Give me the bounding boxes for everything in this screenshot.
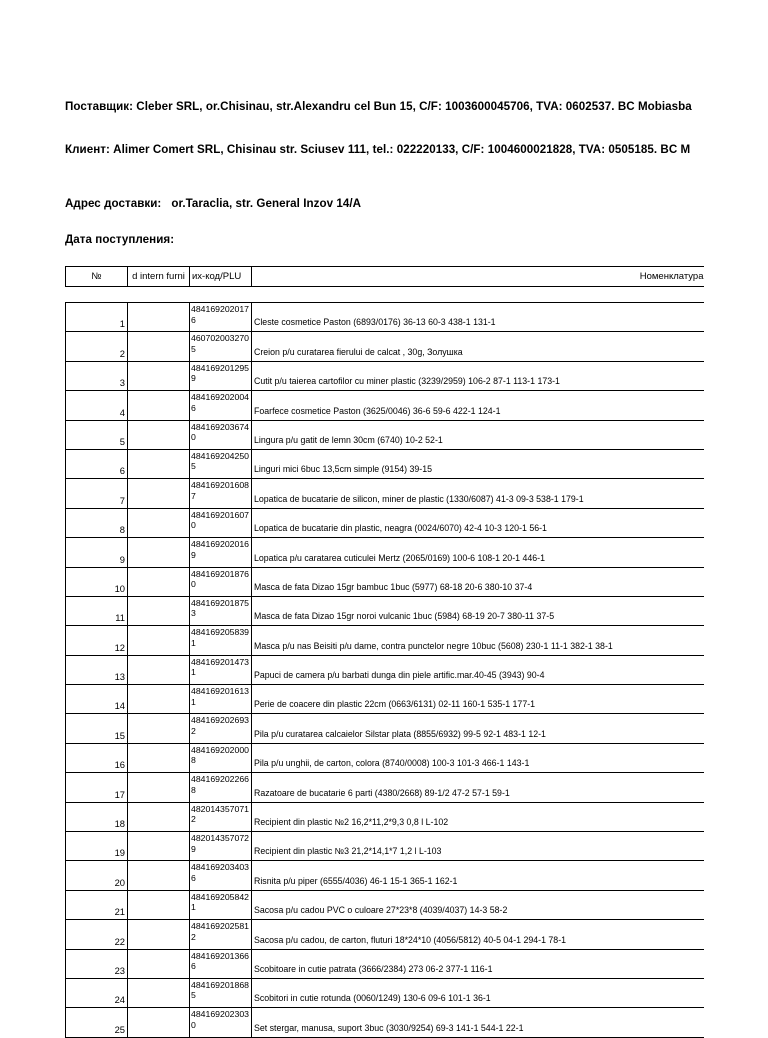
table-row: [66, 479, 704, 508]
delivery-label: Адрес доставки:: [65, 197, 162, 210]
internal-code-cell: [128, 920, 190, 949]
internal-code-cell: [128, 391, 190, 420]
row-number: 9: [66, 538, 128, 567]
row-number: 15: [66, 714, 128, 743]
row-number: 17: [66, 773, 128, 802]
client-line: Клиент: Alimer Comert SRL, Chisinau str. Sciusev 111, tel.: 022220133, C/F: 1004600021828, TVA: 0505185. BC M: [65, 143, 691, 156]
internal-code-cell: [128, 685, 190, 714]
internal-code-cell: [128, 802, 190, 831]
row-number: 20: [66, 861, 128, 890]
row-number: 5: [66, 420, 128, 449]
barcode-cell: 4841692016087: [190, 479, 252, 508]
row-number: 14: [66, 685, 128, 714]
item-name-cell: Set stergar, manusa, suport 3buc (3030/9254) 69-3 141-1 544-1 22-1: [252, 1008, 704, 1037]
barcode-cell: 4820143570712: [190, 802, 252, 831]
table-row: [66, 685, 704, 714]
barcode-cell: 4841692026932: [190, 714, 252, 743]
table-header: [65, 266, 704, 287]
table-row: [66, 861, 704, 890]
row-number: 25: [66, 1008, 128, 1037]
row-number: 6: [66, 449, 128, 478]
item-name-cell: Pila p/u unghii, de carton, colora (8740/0008) 100-3 101-3 466-1 143-1: [252, 743, 704, 772]
table-row: [66, 332, 704, 361]
barcode-cell: 4841692016070: [190, 508, 252, 537]
barcode-cell: 4841692023030: [190, 1008, 252, 1037]
header-row: [66, 267, 704, 287]
row-number: 11: [66, 596, 128, 625]
column-header-number: №: [66, 267, 128, 287]
internal-code-cell: [128, 978, 190, 1007]
row-number: 8: [66, 508, 128, 537]
table-row: [66, 567, 704, 596]
row-number: 19: [66, 832, 128, 861]
table-row: [66, 920, 704, 949]
row-number: 21: [66, 890, 128, 919]
internal-code-cell: [128, 949, 190, 978]
item-name-cell: Scobitoare in cutie patrata (3666/2384) 273 06-2 377-1 116-1: [252, 949, 704, 978]
table-row: [66, 802, 704, 831]
internal-code-cell: [128, 861, 190, 890]
internal-code-cell: [128, 626, 190, 655]
column-header-nomenclature: Номенклатура: [252, 267, 704, 287]
table-row: [66, 508, 704, 537]
item-name-cell: Risnita p/u piper (6555/4036) 46-1 15-1 365-1 162-1: [252, 861, 704, 890]
barcode-cell: 4841692020176: [190, 303, 252, 332]
internal-code-cell: [128, 332, 190, 361]
internal-code-cell: [128, 538, 190, 567]
row-number: 4: [66, 391, 128, 420]
row-number: 24: [66, 978, 128, 1007]
barcode-cell: 4841692020046: [190, 391, 252, 420]
barcode-cell: 4841692022668: [190, 773, 252, 802]
item-name-cell: Masca de fata Dizao 15gr noroi vulcanic 1buc (5984) 68-19 20-7 380-11 37-5: [252, 596, 704, 625]
barcode-cell: 4841692018685: [190, 978, 252, 1007]
item-name-cell: Cutit p/u taierea cartofilor cu miner plastic (3239/2959) 106-2 87-1 113-1 173-1: [252, 361, 704, 390]
row-number: 18: [66, 802, 128, 831]
item-name-cell: Scobitori in cutie rotunda (0060/1249) 130-6 09-6 101-1 36-1: [252, 978, 704, 1007]
table-row: [66, 596, 704, 625]
items-table: [65, 302, 704, 1038]
table-row: [66, 655, 704, 684]
barcode-cell: 4820143570729: [190, 832, 252, 861]
barcode-cell: 4841692016131: [190, 685, 252, 714]
delivery-address: [65, 197, 361, 210]
internal-code-cell: [128, 508, 190, 537]
barcode-cell: 4841692025812: [190, 920, 252, 949]
barcode-cell: 4841692058421: [190, 890, 252, 919]
table-row: [66, 890, 704, 919]
barcode-cell: 4841692020008: [190, 743, 252, 772]
barcode-cell: 4841692020169: [190, 538, 252, 567]
item-name-cell: Cleste cosmetice Paston (6893/0176) 36-13 60-3 438-1 131-1: [252, 303, 704, 332]
barcode-cell: 4841692042505: [190, 449, 252, 478]
item-name-cell: Lopatica p/u caratarea cuticulei Mertz (2065/0169) 100-6 108-1 20-1 446-1: [252, 538, 704, 567]
internal-code-cell: [128, 1008, 190, 1037]
barcode-cell: 4841692018760: [190, 567, 252, 596]
delivery-value: or.Taraclia, str. General Inzov 14/A: [171, 197, 362, 210]
barcode-cell: 4841692036740: [190, 420, 252, 449]
row-number: 22: [66, 920, 128, 949]
internal-code-cell: [128, 655, 190, 684]
barcode-cell: 4841692014731: [190, 655, 252, 684]
barcode-cell: 4607020032705: [190, 332, 252, 361]
table-row: [66, 303, 704, 332]
row-number: 2: [66, 332, 128, 361]
internal-code-cell: [128, 773, 190, 802]
internal-code-cell: [128, 832, 190, 861]
internal-code-cell: [128, 890, 190, 919]
table-row: [66, 773, 704, 802]
row-number: 13: [66, 655, 128, 684]
internal-code-cell: [128, 361, 190, 390]
item-name-cell: Recipient din plastic №3 21,2*14,1*7 1,2 l L-103: [252, 832, 704, 861]
internal-code-cell: [128, 449, 190, 478]
internal-code-cell: [128, 714, 190, 743]
item-name-cell: Pila p/u curatarea calcaielor Silstar plata (8855/6932) 99-5 92-1 483-1 12-1: [252, 714, 704, 743]
row-number: 23: [66, 949, 128, 978]
receipt-date-label: Дата поступления:: [65, 233, 175, 246]
table-row: [66, 743, 704, 772]
table-row: [66, 1008, 704, 1037]
table-row: [66, 538, 704, 567]
barcode-cell: 4841692058391: [190, 626, 252, 655]
barcode-cell: 4841692013666: [190, 949, 252, 978]
item-name-cell: Lopatica de bucatarie de silicon, miner de plastic (1330/6087) 41-3 09-3 538-1 179-1: [252, 479, 704, 508]
table-row: [66, 832, 704, 861]
item-name-cell: Foarfece cosmetice Paston (3625/0046) 36-6 59-6 422-1 124-1: [252, 391, 704, 420]
item-name-cell: Perie de coacere din plastic 22cm (0663/6131) 02-11 160-1 535-1 177-1: [252, 685, 704, 714]
item-name-cell: Lingura p/u gatit de lemn 30cm (6740) 10-2 52-1: [252, 420, 704, 449]
table-row: [66, 626, 704, 655]
table-row: [66, 714, 704, 743]
table-row: [66, 949, 704, 978]
row-number: 10: [66, 567, 128, 596]
item-name-cell: Papuci de camera p/u barbati dunga din piele artific.mar.40-45 (3943) 90-4: [252, 655, 704, 684]
item-name-cell: Recipient din plastic №2 16,2*11,2*9,3 0,8 l L-102: [252, 802, 704, 831]
item-name-cell: Sacosa p/u cadou PVC o culoare 27*23*8 (4039/4037) 14-3 58-2: [252, 890, 704, 919]
item-name-cell: Masca p/u nas Beisiti p/u dame, contra punctelor negre 10buc (5608) 230-1 11-1 382-1 38-1: [252, 626, 704, 655]
internal-code-cell: [128, 303, 190, 332]
internal-code-cell: [128, 420, 190, 449]
row-number: 3: [66, 361, 128, 390]
table-row: [66, 420, 704, 449]
item-name-cell: Creion p/u curatarea fierului de calcat , 30g, Золушка: [252, 332, 704, 361]
row-number: 1: [66, 303, 128, 332]
row-number: 12: [66, 626, 128, 655]
column-header-internal-code: d intern furni: [128, 267, 190, 287]
item-name-cell: Masca de fata Dizao 15gr bambuc 1buc (5977) 68-18 20-6 380-10 37-4: [252, 567, 704, 596]
barcode-cell: 4841692018753: [190, 596, 252, 625]
item-name-cell: Sacosa p/u cadou, de carton, fluturi 18*24*10 (4056/5812) 40-5 04-1 294-1 78-1: [252, 920, 704, 949]
internal-code-cell: [128, 743, 190, 772]
item-name-cell: Linguri mici 6buc 13,5cm simple (9154) 39-15: [252, 449, 704, 478]
internal-code-cell: [128, 479, 190, 508]
row-number: 7: [66, 479, 128, 508]
table-row: [66, 449, 704, 478]
table-row: [66, 361, 704, 390]
item-name-cell: Lopatica de bucatarie din plastic, neagra (0024/6070) 42-4 10-3 120-1 56-1: [252, 508, 704, 537]
barcode-cell: 4841692012959: [190, 361, 252, 390]
item-name-cell: Razatoare de bucatarie 6 parti (4380/2668) 89-1/2 47-2 57-1 59-1: [252, 773, 704, 802]
row-number: 16: [66, 743, 128, 772]
internal-code-cell: [128, 596, 190, 625]
table-row: [66, 978, 704, 1007]
column-header-barcode: их-код/PLU: [190, 267, 252, 287]
barcode-cell: 4841692034036: [190, 861, 252, 890]
supplier-line: Поставщик: Cleber SRL, or.Chisinau, str.Alexandru cel Bun 15, C/F: 1003600045706, TVA: 0602537. BC Mobiasba: [65, 100, 692, 113]
table-row: [66, 391, 704, 420]
internal-code-cell: [128, 567, 190, 596]
